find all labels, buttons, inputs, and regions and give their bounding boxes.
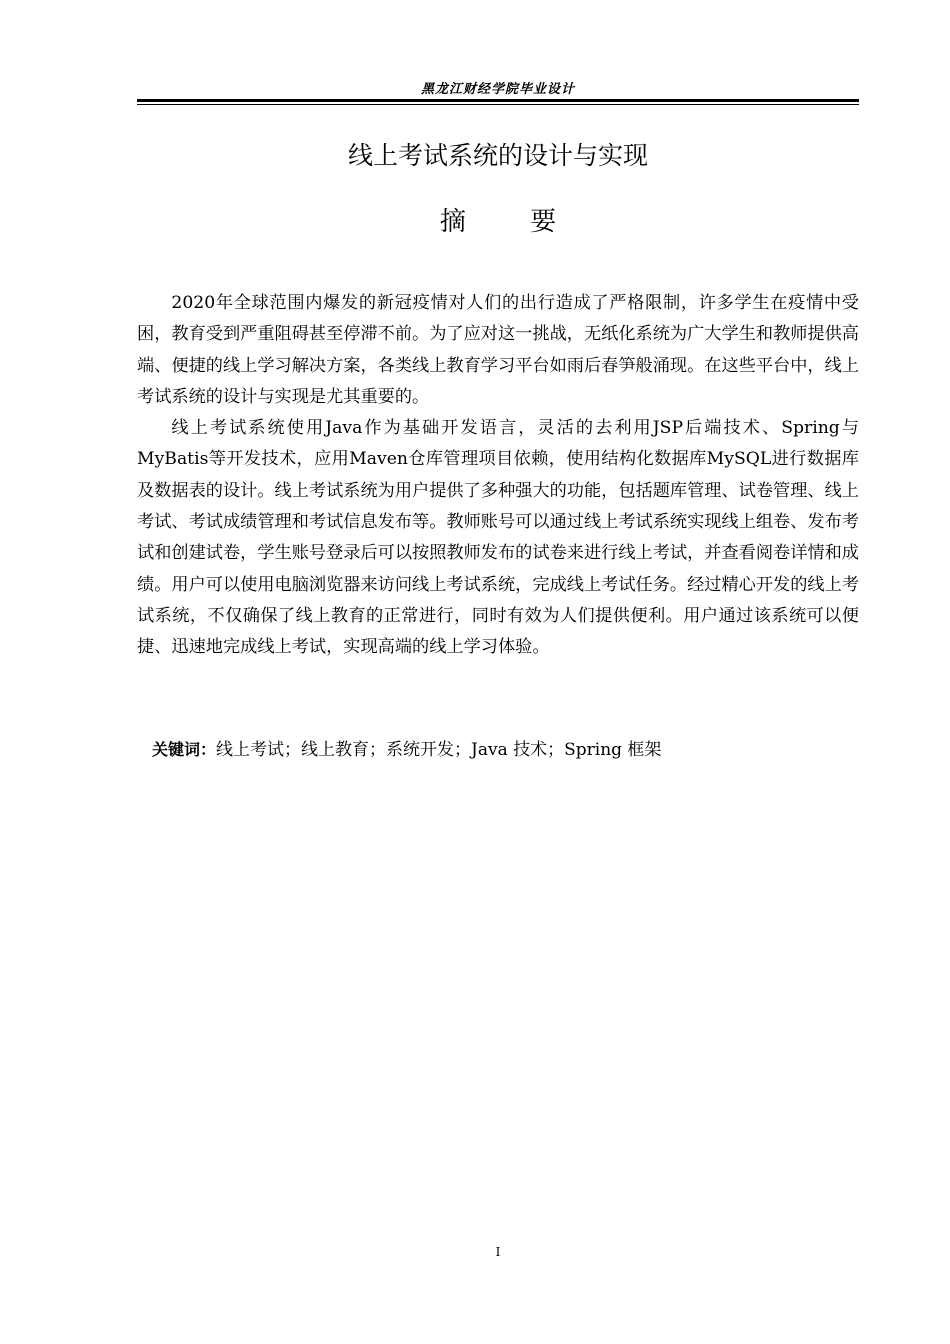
page-number: I	[495, 1245, 501, 1259]
thesis-title: 线上考试系统的设计与实现	[347, 141, 648, 170]
header-rule-thick	[137, 99, 859, 102]
header-rule-thin	[137, 104, 859, 105]
abstract-paragraph: 线上考试系统使用Java作为基础开发语言，灵活的去利用JSP后端技术、Spring与MyBatis等开发技术，应用Maven仓库管理项目依赖，使用结构化数据库MySQL进行数据库及数据表的设计。线上考试系统为用户提供了多种强大的功能，包括题库管理、试卷管理、线上考试、考试成绩管理和考试信息发布等。教师账号可以通过线上考试系统实现线上组卷、发布考试和创建试卷，学生账号登录后可以按照教师发布的试卷来进行线上考试，并查看阅卷详情和成绩。用户可以使用电脑浏览器来访问线上考试系统，完成线上考试任务。经过精心开发的线上考试系统，不仅确保了线上教育的正常进行，同时有效为人们提供便利。用户通过该系统可以便捷、迅速地完成线上考试，实现高端的线上学习体验。	[137, 418, 859, 658]
abstract-body	[137, 288, 859, 664]
abstract-paragraph: 2020年全球范围内爆发的新冠疫情对人们的出行造成了严格限制，许多学生在疫情中受困，教育受到严重阻碍甚至停滞不前。为了应对这一挑战，无纸化系统为广大学生和教师提供高端、便捷的线上学习解决方案，各类线上教育学习平台如雨后春笋般涌现。在这些平台中，线上考试系统的设计与实现是尤其重要的。	[137, 293, 859, 407]
keywords-label: 关键词：	[152, 740, 217, 759]
abstract-heading: 摘 要	[439, 207, 557, 237]
keywords-text: 线上考试；线上教育；系统开发；Java 技术；Spring 框架	[216, 740, 662, 760]
running-header: 黑龙江财经学院毕业设计	[420, 82, 575, 97]
keywords-line	[152, 735, 852, 765]
